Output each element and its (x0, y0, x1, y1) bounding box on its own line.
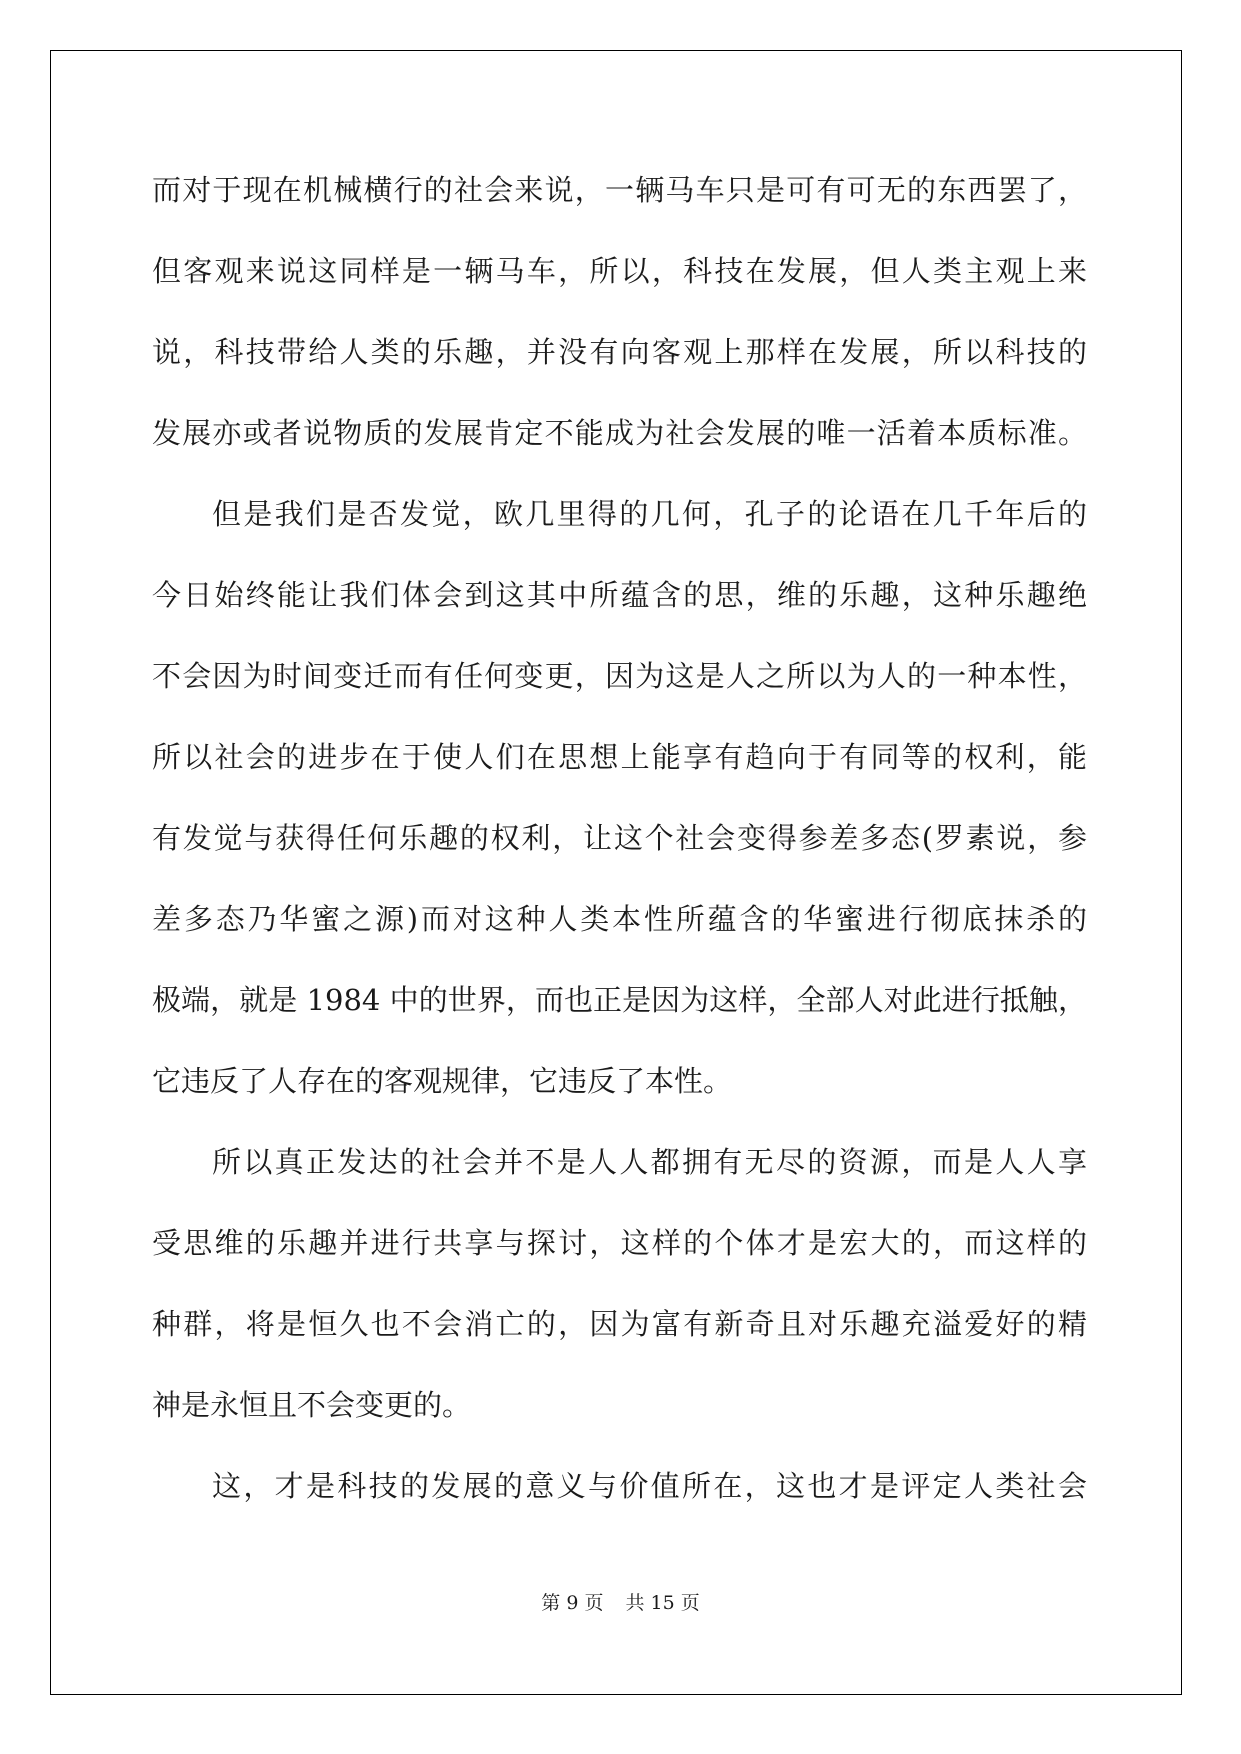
page-number: 第 9 页 (541, 1592, 604, 1614)
text-line: 但是我们是否发觉，欧几里得的几何，孔子的论语在几千年后的 (212, 497, 1087, 531)
text-line: 说，科技带给人类的乐趣，并没有向客观上那样在发展，所以科技的 (152, 335, 1087, 369)
text-line: 所以社会的进步在于使人们在思想上能享有趋向于有同等的权利，能 (152, 740, 1087, 774)
page-footer (0, 1588, 1241, 1615)
text-line: 今日始终能让我们体会到这其中所蕴含的思，维的乐趣，这种乐趣绝 (152, 578, 1087, 612)
text-line: 发展亦或者说物质的发展肯定不能成为社会发展的唯一活着本质标准。 (152, 416, 1087, 450)
text-line: 种群，将是恒久也不会消亡的，因为富有新奇且对乐趣充溢爱好的精 (152, 1307, 1087, 1341)
text-line: 极端，就是 1984 中的世界，而也正是因为这样，全部人对此进行抵触， (152, 983, 1087, 1017)
text-line: 但客观来说这同样是一辆马车，所以，科技在发展，但人类主观上来 (152, 254, 1087, 288)
paragraph-4 (152, 1446, 1087, 1527)
text-line: 神是永恒且不会变更的。 (152, 1388, 472, 1422)
text-line: 受思维的乐趣并进行共享与探讨，这样的个体才是宏大的，而这样的 (152, 1226, 1087, 1260)
text-line: 这，才是科技的发展的意义与价值所在，这也才是评定人类社会 (212, 1469, 1087, 1503)
text-line: 它违反了人存在的客观规律，它违反了本性。 (152, 1064, 733, 1098)
document-body (152, 150, 1087, 1527)
text-line: 而对于现在机械横行的社会来说，一辆马车只是可有可无的东西罢了， (152, 173, 1087, 207)
text-line: 不会因为时间变迁而有任何变更，因为这是人之所以为人的一种本性， (152, 659, 1087, 693)
paragraph-2 (152, 474, 1087, 1122)
paragraph-3 (152, 1122, 1087, 1446)
text-line: 有发觉与获得任何乐趣的权利，让这个社会变得参差多态(罗素说，参 (152, 821, 1087, 855)
text-line: 所以真正发达的社会并不是人人都拥有无尽的资源，而是人人享 (212, 1145, 1087, 1179)
paragraph-1 (152, 150, 1087, 474)
page-total: 共 15 页 (625, 1592, 700, 1614)
text-line: 差多态乃华蜜之源)而对这种人类本性所蕴含的华蜜进行彻底抹杀的 (152, 902, 1087, 936)
